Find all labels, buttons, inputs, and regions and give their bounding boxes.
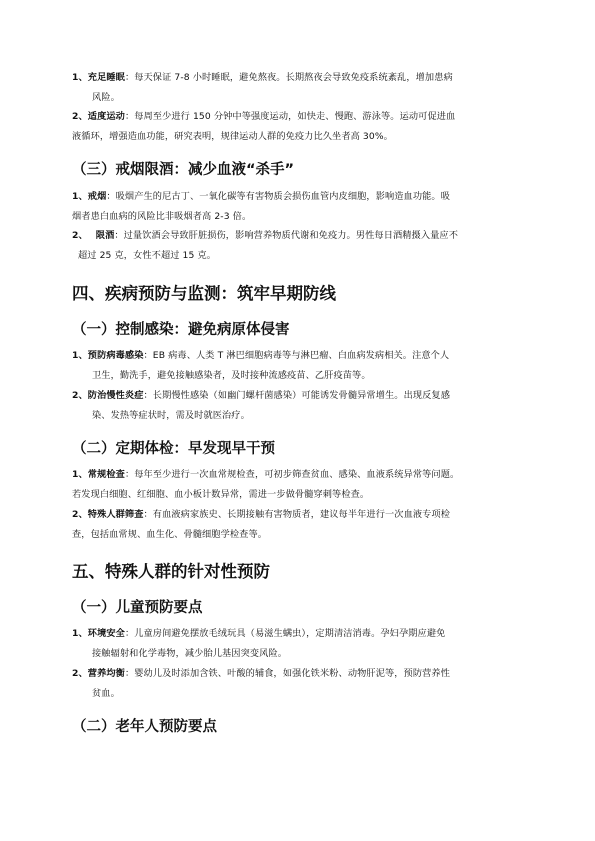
item-text: ：每天保证 7-8 小时睡眠，避免熬夜。长期熬夜会导致免疫系统紊乱，增加患病 xyxy=(124,72,453,83)
section-heading-checkup: （二）定期体检：早发现早干预 xyxy=(72,441,275,457)
section-heading-quit-smoking: （三）戒烟限酒：减少血液“杀手” xyxy=(72,162,295,178)
list-item-alcohol xyxy=(72,226,532,266)
section-heading-children: （一）儿童预防要点 xyxy=(72,600,203,616)
list-item-smoking xyxy=(72,187,532,227)
item-term: 戒烟 xyxy=(87,191,107,202)
list-item-nutrition xyxy=(72,664,532,704)
list-item-sleep xyxy=(72,68,532,108)
item-number: 2、 xyxy=(72,668,88,679)
item-text-cont: 烟者患白血病的风险比非吸烟者高 2-3 倍。 xyxy=(72,211,252,222)
item-term: 适度运动 xyxy=(87,111,125,122)
item-term: 充足睡眠 xyxy=(87,72,125,83)
item-text-cont: 查，包括血常规、血生化、骨髓细胞学检查等。 xyxy=(72,529,268,540)
item-number: 2、 xyxy=(72,509,88,520)
item-term: 营养均衡 xyxy=(87,668,125,679)
item-text-cont: 超过 25 克，女性不超过 15 克。 xyxy=(78,250,217,261)
item-number: 1、 xyxy=(72,191,88,202)
item-term: 环境安全 xyxy=(87,628,125,639)
item-text: ：儿童房间避免摆放毛绒玩具（易滋生螨虫），定期清洁消毒。孕妇孕期应避免 xyxy=(124,628,446,639)
item-term: 预防病毒感染 xyxy=(87,350,144,361)
item-text-cont: 贫血。 xyxy=(92,688,120,699)
item-text-cont: 风险。 xyxy=(92,92,120,103)
item-term: 限酒 xyxy=(95,230,115,241)
item-text: ：EB 病毒、人类 T 淋巴细胞病毒等与淋巴瘤、白血病发病相关。注意个人 xyxy=(143,350,450,361)
item-term: 常规检查 xyxy=(87,469,125,480)
item-text-cont: 液循环，增强造血功能，研究表明，规律运动人群的免疫力比久坐者高 30%。 xyxy=(72,131,393,142)
list-item-screening xyxy=(72,505,532,545)
item-number: 1、 xyxy=(72,469,88,480)
item-text-cont: 卫生，勤洗手，避免接触感染者，及时接种流感疫苗、乙肝疫苗等。 xyxy=(92,370,371,381)
list-item-exercise xyxy=(72,107,532,147)
item-text: ：每年至少进行一次血常规检查，可初步筛查贫血、感染、血液系统异常等问题。 xyxy=(124,469,460,480)
item-number: 1、 xyxy=(72,72,88,83)
item-number: 2、 xyxy=(72,230,88,241)
list-item-routine-check xyxy=(72,465,532,505)
item-number: 2、 xyxy=(72,111,88,122)
item-number: 1、 xyxy=(72,628,88,639)
item-term: 防治慢性炎症 xyxy=(87,390,144,401)
chapter-heading-five: 五、特殊人群的针对性预防 xyxy=(72,562,270,581)
chapter-heading-four: 四、疾病预防与监测：筑牢早期防线 xyxy=(72,284,336,303)
item-text-cont: 若发现白细胞、红细胞、血小板计数异常，需进一步做骨髓穿刺等检查。 xyxy=(72,489,370,500)
item-text: ：有血液病家族史、长期接触有害物质者，建议每半年进行一次血液专项检 xyxy=(143,509,451,520)
item-text-cont: 染、发热等症状时，需及时就医治疗。 xyxy=(92,410,250,421)
item-text: ：长期慢性感染（如幽门螺杆菌感染）可能诱发骨髓异常增生。出现反复感 xyxy=(143,390,451,401)
item-text: ：婴幼儿及时添加含铁、叶酸的辅食，如强化铁米粉、动物肝泥等，预防营养性 xyxy=(124,668,450,679)
item-number: 2、 xyxy=(72,390,88,401)
item-text-cont: 接触辐射和化学毒物，减少胎儿基因突变风险。 xyxy=(92,648,288,659)
section-heading-elderly: （二）老年人预防要点 xyxy=(72,719,217,735)
item-number: 1、 xyxy=(72,350,88,361)
item-text: ：吸烟产生的尼古丁、一氧化碳等有害物质会损伤血管内皮细胞，影响造血功能。吸 xyxy=(106,191,450,202)
section-heading-infection: （一）控制感染：避免病原体侵害 xyxy=(72,322,290,338)
list-item-virus xyxy=(72,346,532,386)
item-text: ：过量饮酒会导致肝脏损伤，影响营养物质代谢和免疫力。男性每日酒精摄入量应不 xyxy=(114,230,458,241)
list-item-environment xyxy=(72,624,532,664)
item-text: ：每周至少进行 150 分钟中等强度运动，如快走、慢跑、游泳等。运动可促进血 xyxy=(124,111,456,122)
item-term: 特殊人群筛查 xyxy=(87,509,144,520)
list-item-inflammation xyxy=(72,386,532,426)
